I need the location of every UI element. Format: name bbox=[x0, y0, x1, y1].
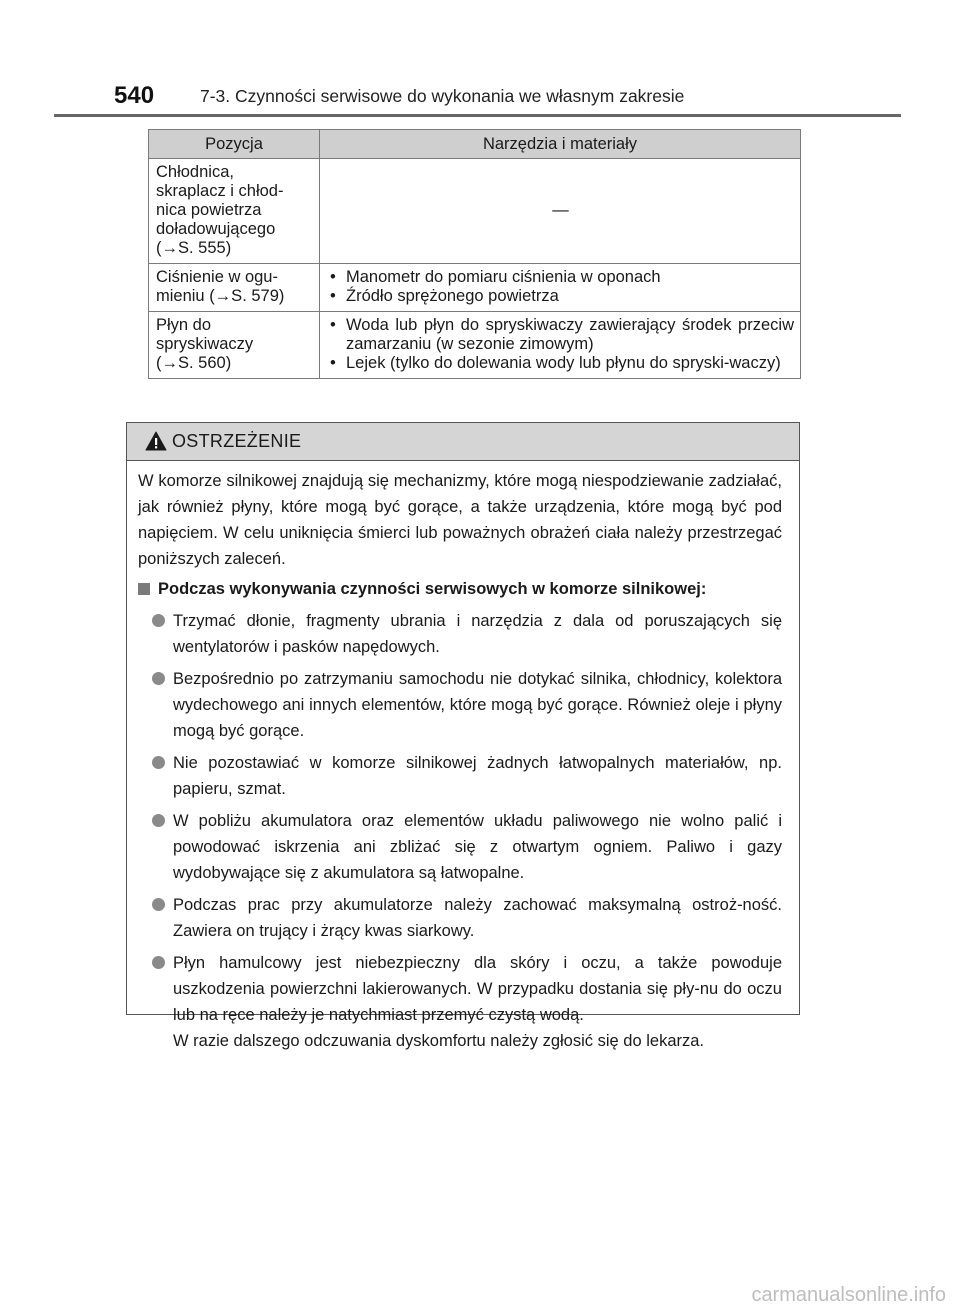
square-bullet-icon bbox=[138, 583, 150, 595]
warning-item bbox=[138, 608, 782, 660]
table-row bbox=[149, 264, 801, 312]
tool-item: • Woda lub płyn do spryskiwaczy zawierający środek przeciw zamarzaniu (w sezonie zimowym) bbox=[327, 316, 794, 354]
warning-item-text: Bezpośrednio po zatrzymaniu samochodu nie dotykać silnika, chłodnicy, kolektora wydechowego ani innych elementów, które mogą być gorące. Również oleje i płyny mogą być gorące. bbox=[173, 670, 782, 740]
column-header-tools: Narzędzia i materiały bbox=[320, 130, 801, 159]
circle-bullet-icon bbox=[152, 756, 165, 769]
warning-triangle-icon bbox=[145, 431, 167, 456]
table-row bbox=[149, 312, 801, 379]
tools-cell bbox=[320, 312, 801, 379]
warning-item bbox=[138, 892, 782, 944]
page-number: 540 bbox=[114, 82, 155, 109]
table-row bbox=[149, 159, 801, 264]
no-tools-dash: — bbox=[552, 201, 569, 219]
warning-item bbox=[138, 750, 782, 802]
warning-intro: W komorze silnikowej znajdują się mechanizmy, które mogą niespodziewanie zadziałać, jak również płyny, które mogą być gorące, a także urządzenia, które mogą być pod napięciem. W celu uniknięcia śmierci lub poważnych obrażeń ciała należy przestrzegać poniższych zaleceń. bbox=[138, 472, 782, 568]
table-header-row bbox=[149, 130, 801, 159]
circle-bullet-icon bbox=[152, 956, 165, 969]
column-header-position: Pozycja bbox=[149, 130, 320, 159]
warning-item-text: Nie pozostawiać w komorze silnikowej żadnych łatwopalnych materiałów, np. papieru, szmat. bbox=[173, 754, 782, 798]
tools-table bbox=[148, 129, 801, 379]
warning-item bbox=[138, 950, 782, 1054]
warning-title: OSTRZEŻENIE bbox=[172, 431, 302, 451]
warning-box bbox=[126, 422, 800, 1050]
item-line: nica powietrza bbox=[156, 201, 262, 219]
chapter-title: 7-3. Czynności serwisowe do wykonania we własnym zakresie bbox=[200, 86, 685, 106]
warning-body bbox=[127, 461, 799, 1054]
tools-cell bbox=[320, 159, 801, 264]
tools-cell bbox=[320, 264, 801, 312]
warning-item bbox=[138, 808, 782, 886]
warning-item-text: Trzymać dłonie, fragmenty ubrania i narzędzia z dala od poruszających się wentylatorów i pasków napędowych. bbox=[173, 612, 782, 656]
watermark: carmanualsonline.info bbox=[751, 1284, 946, 1306]
circle-bullet-icon bbox=[152, 672, 165, 685]
tool-item: • Manometr do pomiaru ciśnienia w oponach bbox=[327, 268, 794, 287]
item-cell bbox=[149, 159, 320, 264]
item-line: Ciśnienie w ogu- bbox=[156, 268, 278, 286]
circle-bullet-icon bbox=[152, 814, 165, 827]
circle-bullet-icon bbox=[152, 614, 165, 627]
circle-bullet-icon bbox=[152, 898, 165, 911]
item-line: doładowującego bbox=[156, 220, 276, 238]
tool-item: • Lejek (tylko do dolewania wody lub płynu do spryski-waczy) bbox=[327, 354, 794, 373]
page-reference: (→S. 555) bbox=[156, 239, 232, 257]
section-heading bbox=[138, 576, 782, 602]
item-cell bbox=[149, 312, 320, 379]
warning-item-text: Podczas prac przy akumulatorze należy zachować maksymalną ostroż-ność. Zawiera on trujący i żrący kwas siarkowy. bbox=[173, 896, 782, 940]
page-reference: mieniu (→S. 579) bbox=[156, 287, 285, 305]
item-cell bbox=[149, 264, 320, 312]
warning-item-text: Płyn hamulcowy jest niebezpieczny dla skóry i oczu, a także powoduje uszkodzenia powierzchni lakierowanych. W przypadku dostania się pły-nu do oczu lub na ręce należy je natychmiast przemyć czystą wodą. bbox=[173, 954, 782, 1024]
item-line: Płyn do bbox=[156, 316, 212, 334]
item-line: spryskiwaczy bbox=[156, 335, 254, 353]
header-divider bbox=[54, 114, 901, 117]
page-header bbox=[108, 78, 908, 114]
section-heading-text: Podczas wykonywania czynności serwisowych w komorze silnikowej: bbox=[158, 580, 707, 598]
item-line: skraplacz i chłod- bbox=[156, 182, 284, 200]
warning-item bbox=[138, 666, 782, 744]
tool-item: • Źródło sprężonego powietrza bbox=[327, 287, 794, 306]
warning-item-text: W pobliżu akumulatora oraz elementów układu paliwowego nie wolno palić i powodować iskrzenia ani zbliżać się z otwartym ogniem. Paliwo i gazy wydobywające się z akumulatora są łatwopalne. bbox=[173, 812, 782, 882]
page-reference: (→S. 560) bbox=[156, 354, 232, 372]
item-line: Chłodnica, bbox=[156, 163, 234, 181]
warning-closing-line: W razie dalszego odczuwania dyskomfortu należy zgłosić się do lekarza. bbox=[173, 1032, 704, 1050]
warning-header bbox=[127, 423, 799, 461]
